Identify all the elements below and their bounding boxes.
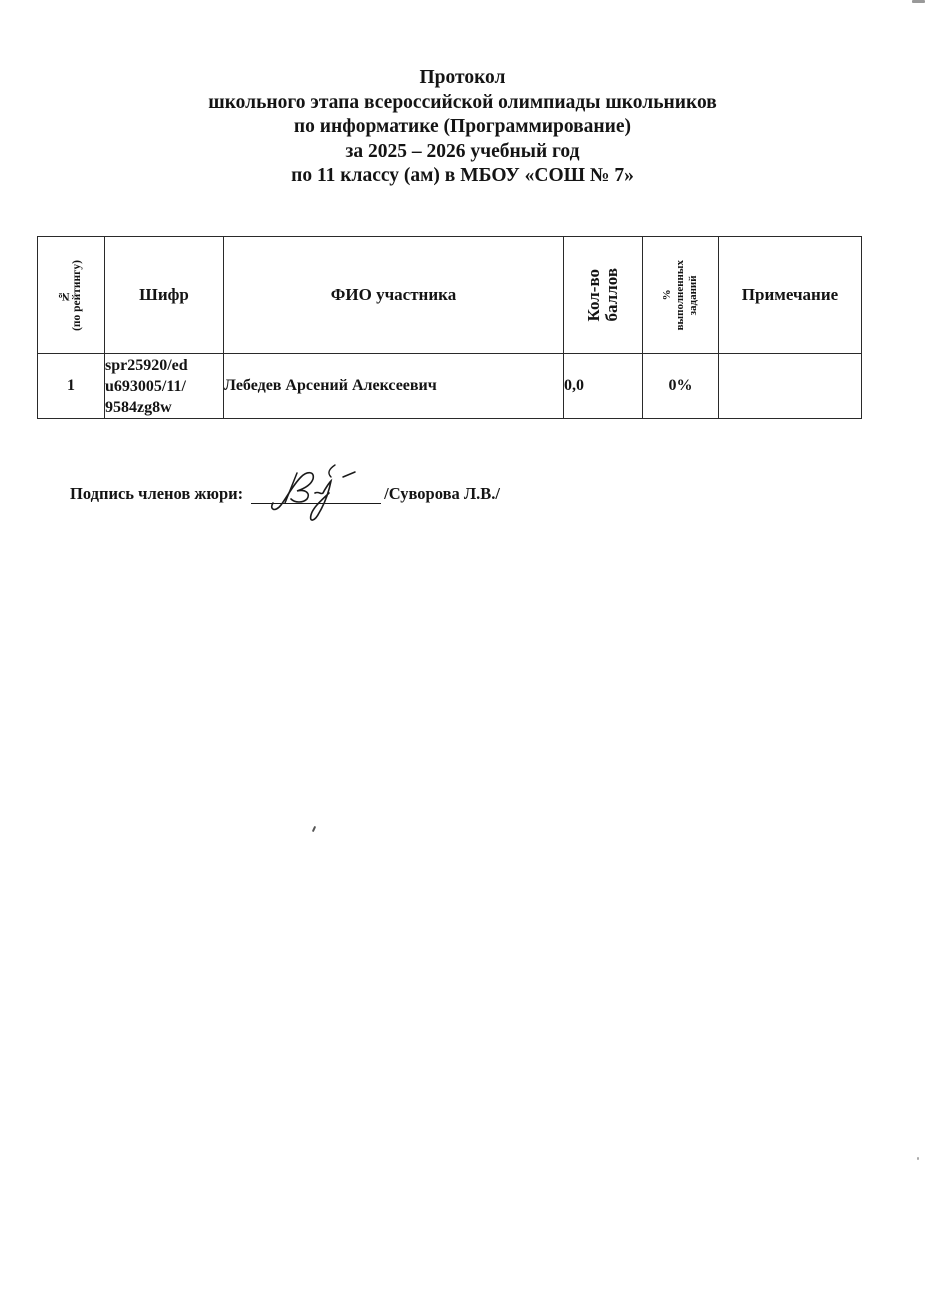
table-row bbox=[38, 354, 862, 419]
header-row bbox=[38, 237, 862, 354]
header-note: Примечание bbox=[719, 237, 862, 354]
title-line-4: за 2025 – 2026 учебный год bbox=[345, 140, 580, 162]
header-rank bbox=[38, 237, 105, 354]
title-line-3: по информатике (Программирование) bbox=[293, 116, 632, 137]
signature-label: Подпись членов жюри: bbox=[70, 484, 244, 503]
title-line-2: школьного этапа всероссийской олимпиады школьников bbox=[208, 91, 717, 113]
header-score-line-2: баллов bbox=[602, 268, 621, 322]
header-percent-line-2: выполненных bbox=[674, 259, 686, 331]
cell-rank: 1 bbox=[38, 354, 105, 419]
cell-score: 0,0 bbox=[564, 354, 643, 419]
document-title bbox=[0, 66, 925, 189]
jury-member-name: /Суворова Л.В./ bbox=[384, 484, 500, 503]
handwritten-signature-icon bbox=[267, 463, 377, 525]
cell-note bbox=[719, 354, 862, 419]
title-line-5: по 11 классу (ам) в МБОУ «СОШ № 7» bbox=[291, 165, 634, 186]
signature-line bbox=[251, 485, 381, 504]
title-line-1: Протокол bbox=[419, 67, 506, 88]
header-percent-line-3: заданий bbox=[687, 275, 699, 315]
header-rank-symbol: № bbox=[58, 289, 70, 301]
cipher-line-1: spr25920/ed bbox=[105, 356, 188, 374]
jury-signature-block bbox=[70, 484, 500, 504]
cipher-line-2: u693005/11/ bbox=[105, 377, 186, 395]
header-rank-label: (по рейтингу) bbox=[71, 259, 83, 331]
scan-artifact bbox=[912, 0, 925, 3]
results-table bbox=[37, 236, 862, 419]
header-percent bbox=[643, 237, 719, 354]
cell-participant-name: Лебедев Арсений Алексеевич bbox=[224, 354, 564, 419]
cipher-line-3: 9584zg8w bbox=[105, 398, 172, 416]
header-cipher: Шифр bbox=[105, 237, 224, 354]
header-score bbox=[564, 237, 643, 354]
cell-cipher bbox=[105, 354, 224, 419]
scan-artifact bbox=[917, 1157, 919, 1160]
header-score-line-1: Кол-во bbox=[584, 268, 603, 322]
scan-artifact bbox=[312, 826, 316, 832]
cell-percent: 0% bbox=[643, 354, 719, 419]
header-name: ФИО участника bbox=[224, 237, 564, 354]
header-percent-symbol: % bbox=[661, 289, 673, 301]
